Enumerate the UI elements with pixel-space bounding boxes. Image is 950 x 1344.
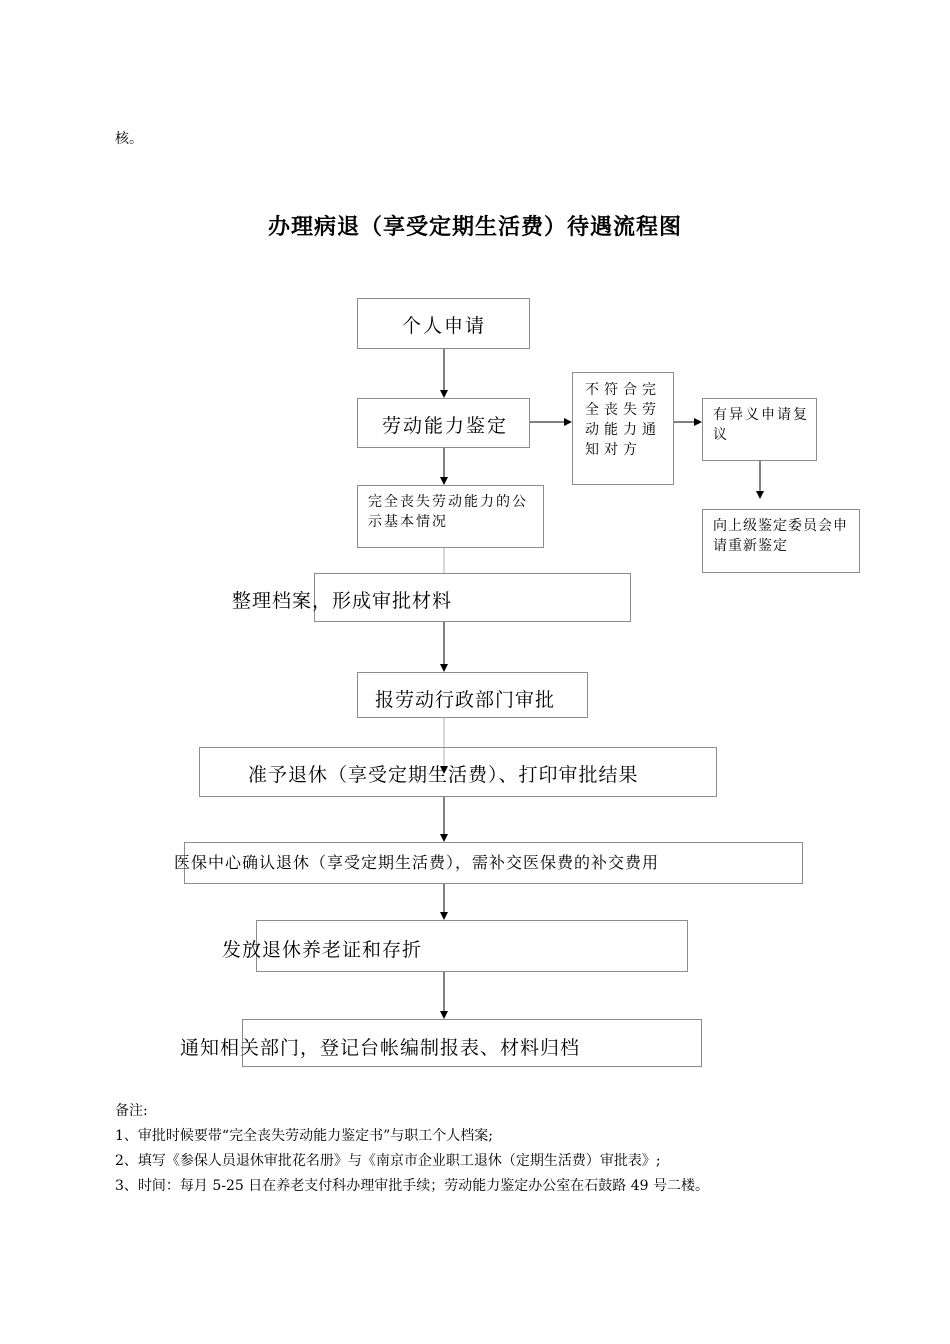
note-item-2: 2、填写《参保人员退休审批花名册》与《南京市企业职工退休（定期生活费）审批表》; [115,1153,661,1169]
flow-label-step1: 个人申请 [402,315,487,337]
flow-label-branch3: 向上级鉴定委员会申请重新鉴定 [713,518,848,554]
flow-label-step2: 劳动能力鉴定 [382,415,509,437]
flow-label-branch2: 有异义申请复议 [713,407,809,443]
flow-label-step4: 整理档案，形成审批材料 [232,590,453,612]
top-text-fragment: 核。 [115,131,143,147]
note-item-3: 3、时间：每月 5-25 日在养老支付科办理审批手续；劳动能力鉴定办公室在石鼓路 49 号二楼。 [115,1178,709,1194]
flow-label-step7: 医保中心确认退休（享受定期生活费），需补交医保费的补交费用 [174,853,660,872]
note-item-1: 1、审批时候要带“完全丧失劳动能力鉴定书”与职工个人档案; [115,1128,493,1144]
flow-label-step3: 完全丧失劳动能力的公示基本情况 [368,494,528,530]
flow-label-step9: 通知相关部门，登记台帐编制报表、材料归档 [180,1037,581,1059]
flow-label-step6: 准予退休（享受定期生活费）、打印审批结果 [248,764,639,786]
notes-heading: 备注: [115,1103,148,1119]
flow-label-branch1: 不符合完全丧失劳动能力通知对方 [585,382,661,458]
flow-label-step5: 报劳动行政部门审批 [375,689,556,711]
flow-label-step8: 发放退休养老证和存折 [222,939,423,961]
page-title: 办理病退（享受定期生活费）待遇流程图 [267,214,682,240]
